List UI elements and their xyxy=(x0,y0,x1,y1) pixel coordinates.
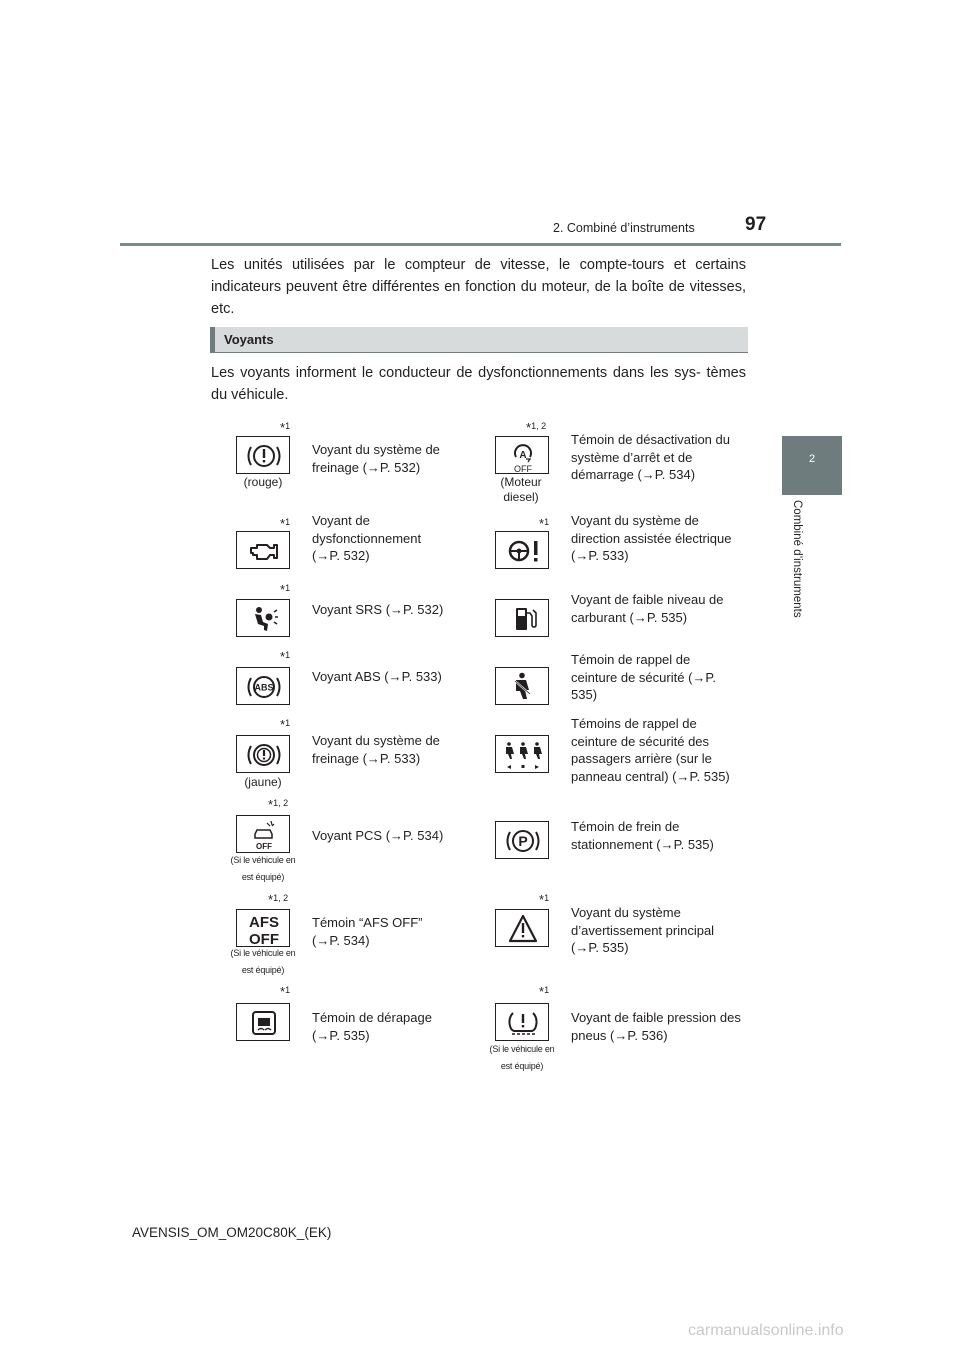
check-engine-icon xyxy=(236,531,290,569)
svg-text:OFF: OFF xyxy=(514,464,532,474)
right-4-desc: Témoins de rappel de ceinture de sécurité des passagers arrière (sur le panneau central) (→P. 535) xyxy=(571,716,730,784)
fuel-pump-icon xyxy=(495,599,549,637)
left-0-star: *$^1$ xyxy=(280,420,291,435)
section-rule xyxy=(210,352,748,353)
right-2-desc: Voyant de faible niveau de carburant (→P. 535) xyxy=(571,592,724,625)
left-4-desc: Voyant du système de freinage (→P. 533) xyxy=(312,733,440,766)
header-section-title: 2. Combiné d’instruments xyxy=(553,221,695,235)
left-6-note: (Si le véhicule en est équipé) xyxy=(230,948,296,975)
left-2-star: *$^1$ xyxy=(280,582,291,597)
power-steering-icon xyxy=(495,531,549,569)
svg-text:P: P xyxy=(518,833,528,849)
right-5-desc: Témoin de frein de stationnement (→P. 535) xyxy=(571,819,714,852)
right-7-note: (Si le véhicule en est équipé) xyxy=(489,1044,555,1071)
abs-icon xyxy=(236,667,290,705)
right-3-desc: Témoin de rappel de ceinture de sécurité (→P. 535) xyxy=(571,652,716,702)
left-5-star: *$^{1, 2}$ xyxy=(268,797,289,812)
header-rule xyxy=(120,243,841,246)
srs-airbag-icon xyxy=(236,599,290,637)
chapter-title: Combiné d’instruments xyxy=(791,500,803,618)
left-3-star: *$^1$ xyxy=(280,649,291,664)
watermark: carmanualsonline.info xyxy=(688,1322,844,1339)
left-6-desc: Témoin “AFS OFF” (→P. 534) xyxy=(312,915,423,948)
left-3-desc: Voyant ABS (→P. 533) xyxy=(312,669,442,684)
left-4-star: *$^1$ xyxy=(280,717,291,732)
chapter-tab: 2 xyxy=(782,436,842,495)
rear-seatbelt-icon xyxy=(495,735,549,773)
section-title: Voyants xyxy=(224,332,274,347)
section-paragraph: Les voyants informent le conducteur de dysfonctionnements dans les sys- tèmes du véhicule. xyxy=(211,365,746,403)
chapter-side-label xyxy=(787,500,807,640)
left-5-note: (Si le véhicule en est équipé) xyxy=(230,855,296,882)
svg-text:OFF: OFF xyxy=(256,842,272,851)
left-7-desc: Témoin de dérapage (→P. 535) xyxy=(312,1010,432,1043)
svg-text:A: A xyxy=(519,450,527,461)
left-1-star: *$^1$ xyxy=(280,516,291,531)
left-6-star: *$^{1, 2}$ xyxy=(268,892,289,907)
intro-paragraph: Les unités utilisées par le compteur de vitesse, le compte-tours et certains indicateurs peuvent être différentes en fonction du moteur, de la boîte de vitesses, etc. xyxy=(211,257,746,317)
brake-red-icon xyxy=(236,436,290,474)
svg-text:AFS: AFS xyxy=(249,914,279,931)
section-bar xyxy=(210,327,748,352)
afs-off-icon xyxy=(236,909,290,947)
left-0-desc: Voyant du système de freinage (→P. 532) xyxy=(312,442,440,475)
master-warning-icon xyxy=(495,909,549,947)
left-5-desc: Voyant PCS (→P. 534) xyxy=(312,828,444,843)
slip-icon xyxy=(236,1003,290,1041)
right-0-note: (Moteur diesel) xyxy=(500,475,542,504)
svg-text:ABS: ABS xyxy=(254,682,274,693)
right-7-desc: Voyant de faible pression des pneus (→P. 536) xyxy=(571,1010,741,1043)
footer-code: AVENSIS_OM_OM20C80K_(EK) xyxy=(132,1225,332,1240)
left-0-note: (rouge) xyxy=(243,475,283,489)
brake-yellow-icon xyxy=(236,735,290,773)
left-7-star: *$^1$ xyxy=(280,984,291,999)
pcs-off-icon xyxy=(236,815,290,853)
left-4-note: (jaune) xyxy=(244,775,282,789)
seatbelt-icon xyxy=(495,667,549,705)
right-7-star: *$^1$ xyxy=(539,984,550,999)
parking-brake-icon xyxy=(495,821,549,859)
right-6-star: *$^1$ xyxy=(539,892,550,907)
page-number: 97 xyxy=(745,214,767,235)
right-1-star: *$^1$ xyxy=(539,516,550,531)
left-2-desc: Voyant SRS (→P. 532) xyxy=(312,602,444,617)
right-0-desc: Témoin de désactivation du système d’arrêt et de démarrage (→P. 534) xyxy=(571,432,730,482)
tire-pressure-icon xyxy=(495,1003,549,1041)
right-6-desc: Voyant du système d’avertissement principal (→P. 535) xyxy=(571,905,715,955)
right-0-star: *$^{1, 2}$ xyxy=(526,420,547,435)
left-1-desc: Voyant de dysfonctionnement (→P. 532) xyxy=(312,513,422,563)
stop-start-off-icon xyxy=(495,436,549,474)
right-1-desc: Voyant du système de direction assistée électrique (→P. 533) xyxy=(571,513,732,563)
svg-text:OFF: OFF xyxy=(249,931,279,948)
